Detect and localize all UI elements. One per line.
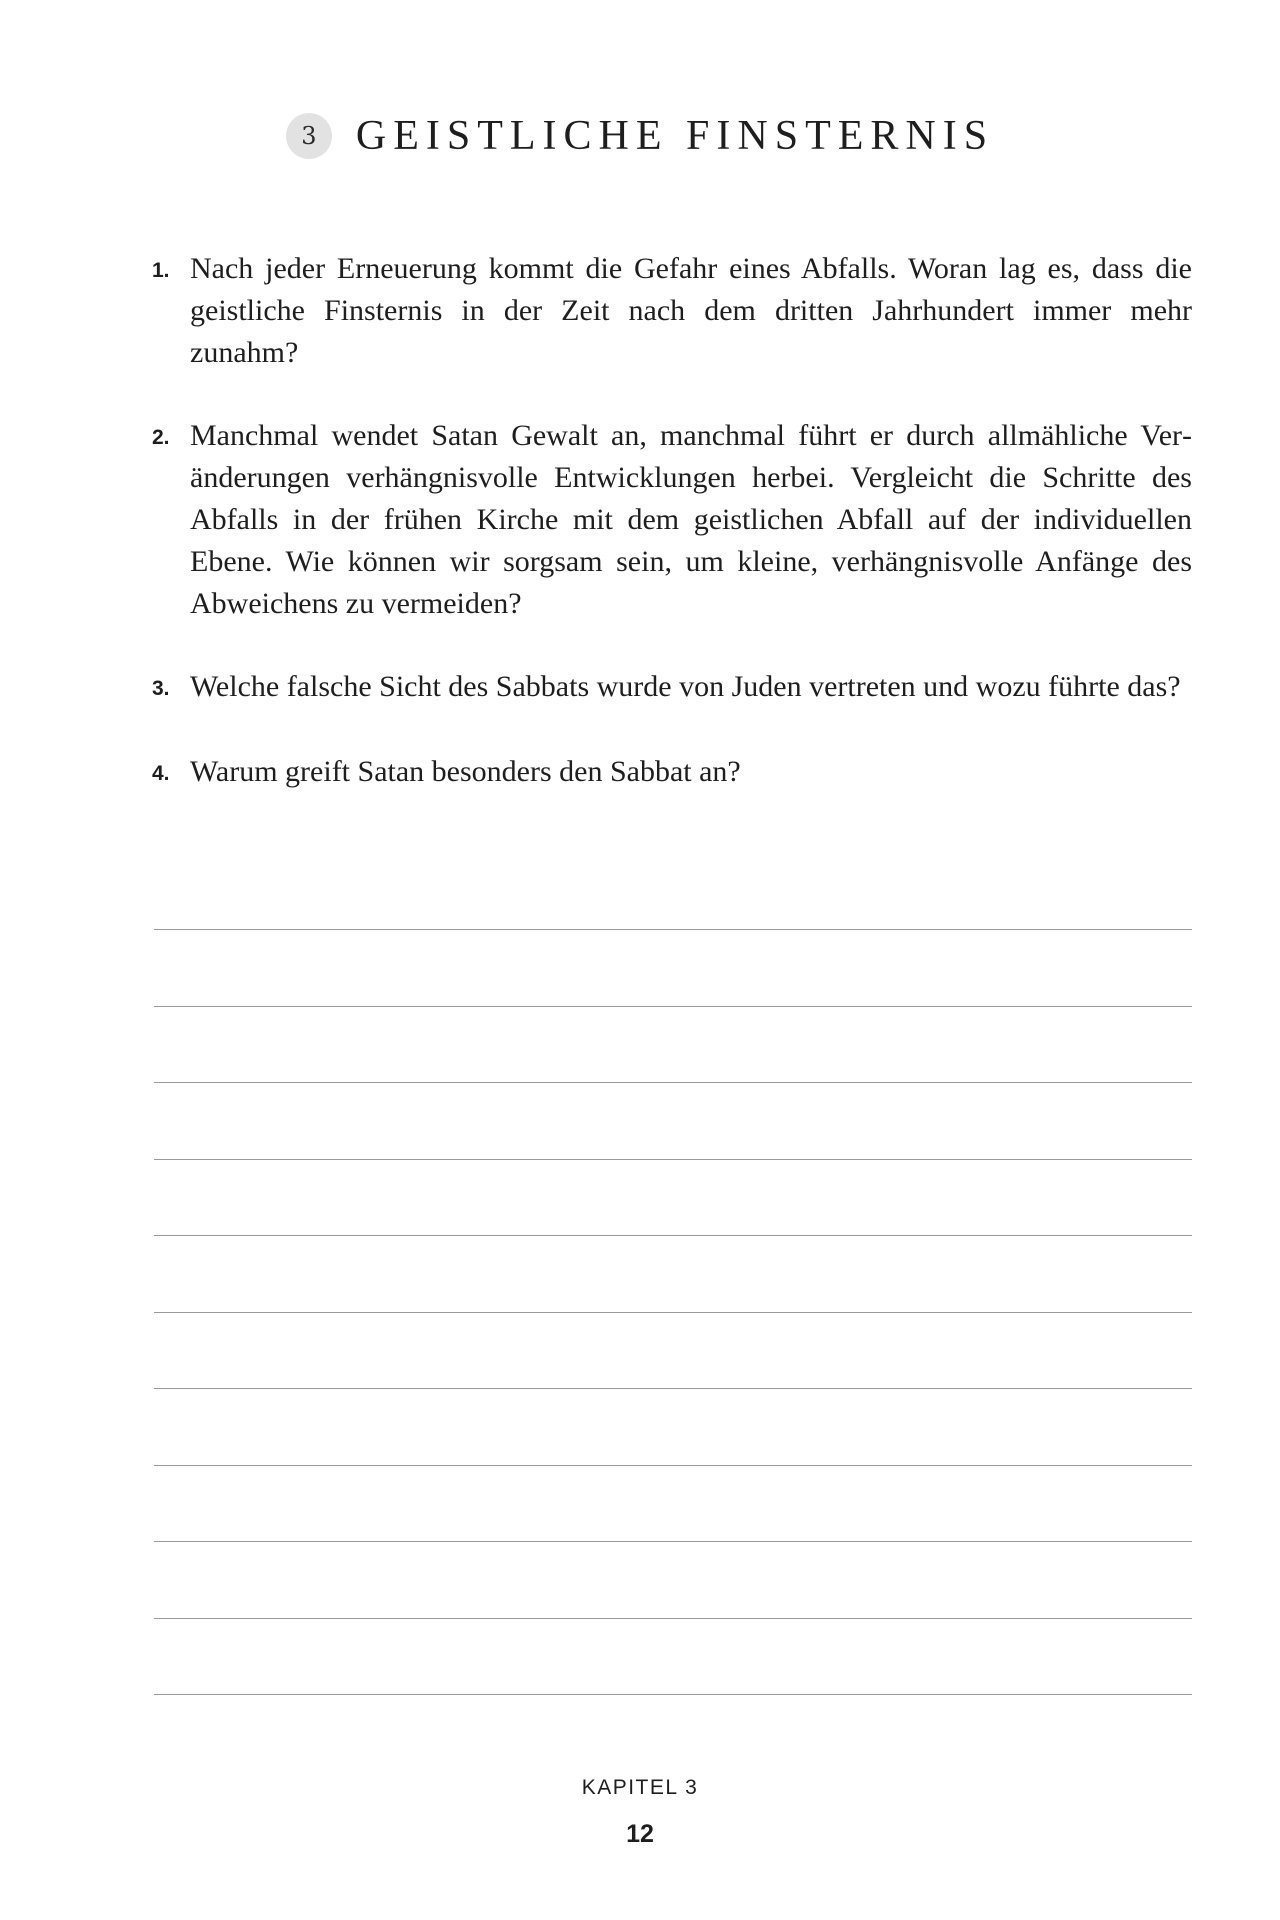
question-item — [152, 248, 1192, 374]
question-text: Manchmal wendet Satan Gewalt an, manchmal führt er durch allmähliche Veränderungen verhängnisvolle Entwicklungen herbei. Vergleicht die Schritte des Abfalls in der frühen Kirche mit dem geistlichen Abfall auf der individuellen Ebene. Wie können wir sorgsam sein, um kleine, verhängnisvolle Anfänge des Abweichens zu vermeiden? — [190, 419, 1192, 620]
page-number: 12 — [626, 1820, 654, 1848]
answer-line — [154, 1312, 1192, 1313]
chapter-footer-label: KAPITEL 3 — [581, 1776, 699, 1799]
answer-line — [154, 1465, 1192, 1466]
question-number: 1. — [152, 259, 170, 282]
question-number: 4. — [152, 762, 170, 785]
question-number: 2. — [152, 426, 170, 449]
question-item — [152, 751, 1192, 795]
question-text: Warum greift Satan besonders den Sabbat an? — [190, 755, 741, 788]
answer-line — [154, 1235, 1192, 1236]
question-text: Nach jeder Erneuerung kommt die Gefahr eines Abfalls. Woran lag es, dass die geistliche Finsternis in der Zeit nach dem dritten Jahrhundert immer mehr zunahm? — [190, 252, 1192, 369]
answer-line — [154, 1082, 1192, 1083]
answer-line — [154, 1618, 1192, 1619]
answer-line — [154, 1159, 1192, 1160]
question-item — [152, 666, 1192, 710]
answer-line — [154, 929, 1192, 930]
answer-lines — [154, 929, 1192, 1771]
chapter-header — [0, 112, 1280, 160]
answer-line — [154, 1006, 1192, 1007]
question-text: Welche falsche Sicht des Sabbats wurde von Juden vertreten und wozu führte das? — [190, 670, 1181, 703]
question-number: 3. — [152, 677, 170, 700]
answer-line — [154, 1388, 1192, 1389]
question-list — [152, 248, 1192, 836]
answer-line — [154, 1541, 1192, 1542]
chapter-number-badge: 3 — [286, 113, 332, 159]
chapter-title: GEISTLICHE FINSTERNIS — [355, 113, 995, 159]
answer-line — [154, 1694, 1192, 1695]
question-item — [152, 415, 1192, 625]
